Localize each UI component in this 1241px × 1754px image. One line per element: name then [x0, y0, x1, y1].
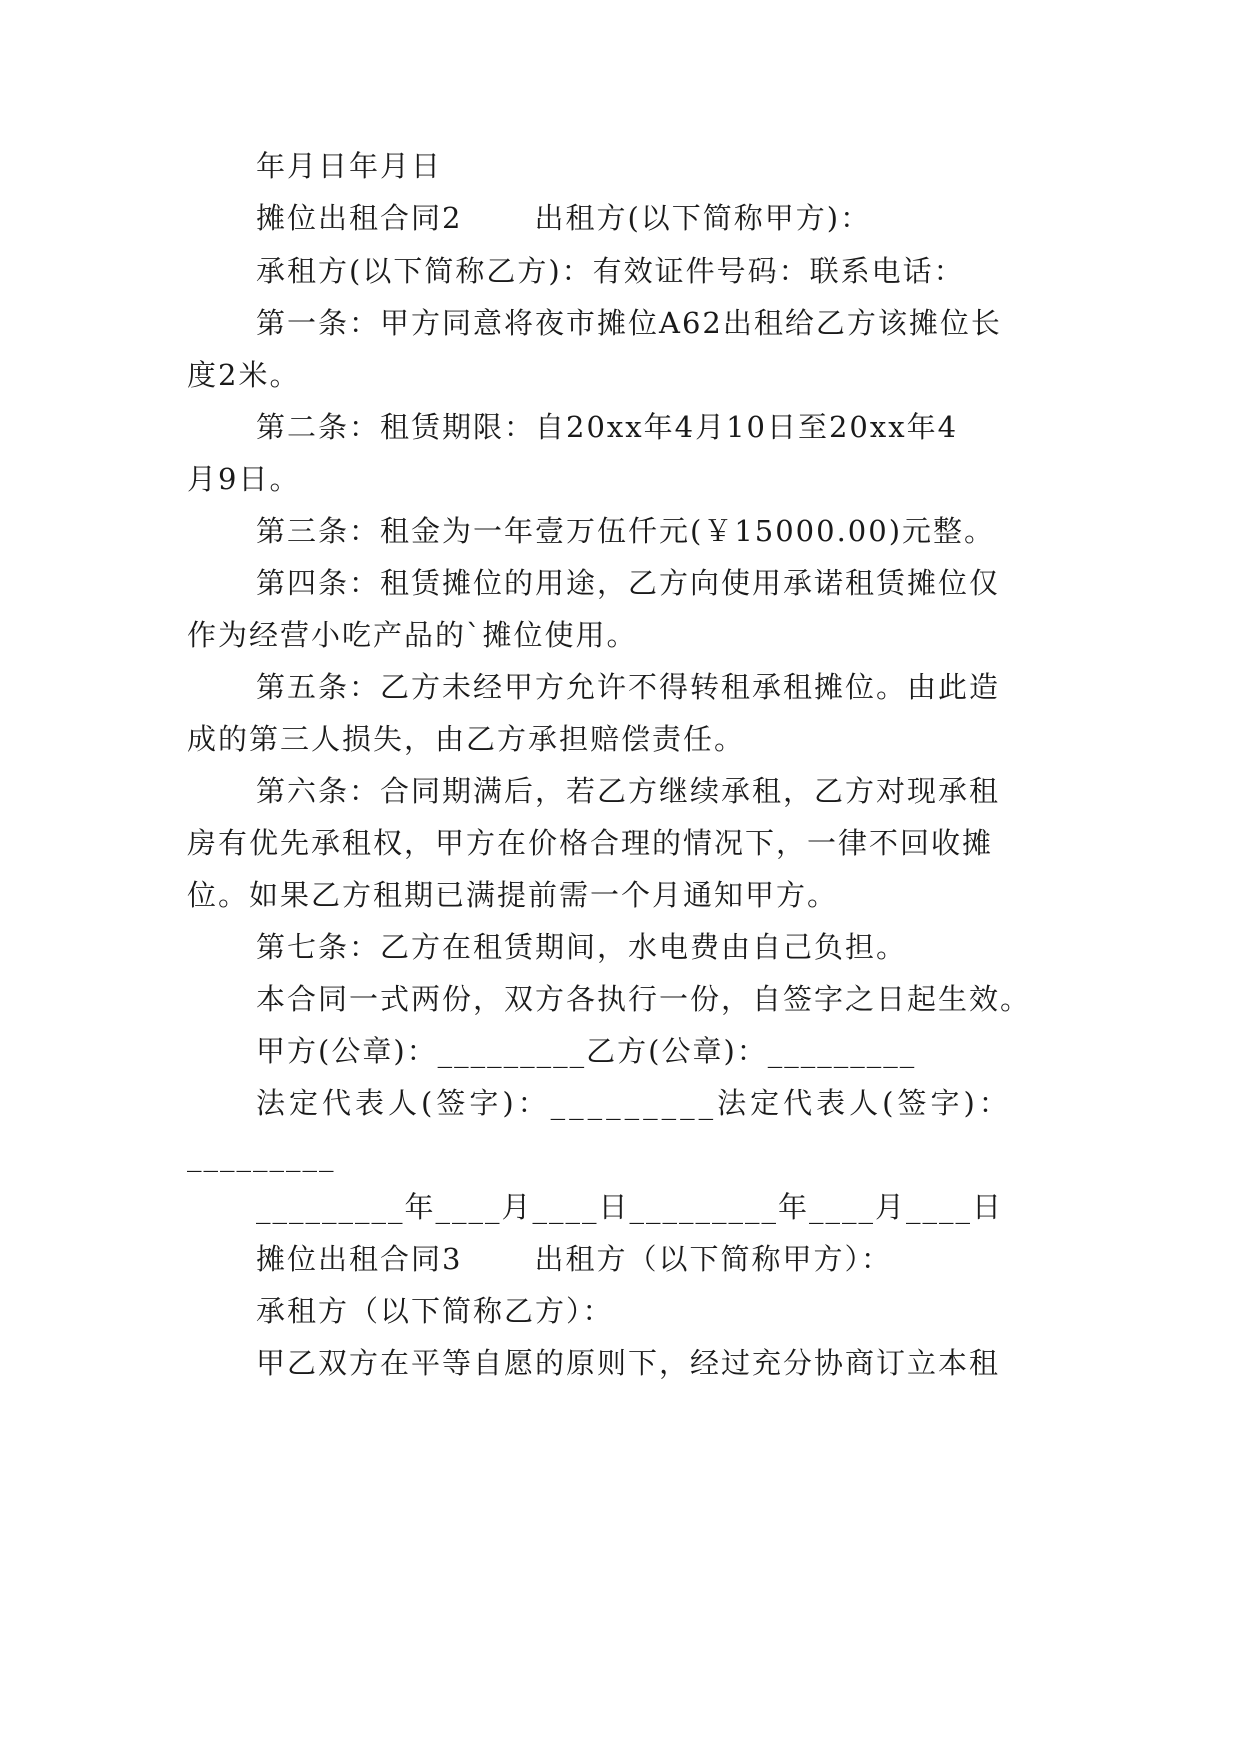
- legal-representative-blank: _________: [187, 1138, 336, 1172]
- lessee-info-line: 承租方(以下简称乙方)：有效证件号码：联系电话：: [256, 254, 965, 288]
- lessor-label-3: 出租方（以下简称甲方）：: [534, 1242, 892, 1276]
- lessor-label: 出租方(以下简称甲方)：: [534, 201, 872, 235]
- article-2-line-1: 第二条：租赁期限：自20xx年4月10日至20xx年4: [256, 410, 959, 444]
- article-1-line-1: 第一条：甲方同意将夜市摊位A62出租给乙方该摊位长: [256, 306, 1002, 340]
- article-7-line: 第七条：乙方在租赁期间，水电费由自己负担。: [256, 930, 908, 964]
- preamble-line: 甲乙双方在平等自愿的原则下，经过充分协商订立本租: [256, 1346, 1001, 1380]
- article-4-line-1: 第四条：租赁摊位的用途，乙方向使用承诺租赁摊位仅: [256, 566, 1001, 600]
- article-3-line: 第三条：租金为一年壹万伍仟元(￥15000.00)元整。: [256, 514, 996, 548]
- lessee-label-3: 承租方（以下简称乙方）：: [256, 1294, 614, 1328]
- article-5-line-1: 第五条：乙方未经甲方允许不得转租承租摊位。由此造: [256, 670, 1001, 704]
- effectiveness-clause: 本合同一式两份，双方各执行一份，自签字之日起生效。: [256, 982, 1032, 1016]
- article-4-line-2: 作为经营小吃产品的`摊位使用。: [187, 618, 638, 652]
- contract-3-title: 摊位出租合同3: [256, 1242, 463, 1276]
- article-1-line-2: 度2米。: [187, 358, 301, 392]
- legal-representative-line: 法定代表人(签字)：_________法定代表人(签字)：: [256, 1086, 1012, 1120]
- contract-2-heading-line: [256, 198, 1067, 238]
- article-6-line-1: 第六条：合同期满后，若乙方继续承租，乙方对现承租: [256, 774, 1001, 808]
- article-6-line-3: 位。如果乙方租期已满提前需一个月通知甲方。: [187, 878, 839, 912]
- signing-date-line: _________年____月____日_________年____月____日: [256, 1190, 1004, 1224]
- contract-2-title: 摊位出租合同2: [256, 201, 463, 235]
- article-5-line-2: 成的第三人损失，由乙方承担赔偿责任。: [187, 722, 746, 756]
- date-line: 年月日年月日: [256, 149, 443, 183]
- article-2-line-2: 月9日。: [187, 462, 301, 496]
- seal-signature-line: 甲方(公章)：_________乙方(公章)：_________: [256, 1034, 917, 1068]
- contract-3-heading-line: [256, 1239, 1067, 1279]
- article-6-line-2: 房有优先承租权，甲方在价格合理的情况下，一律不回收摊: [187, 826, 994, 860]
